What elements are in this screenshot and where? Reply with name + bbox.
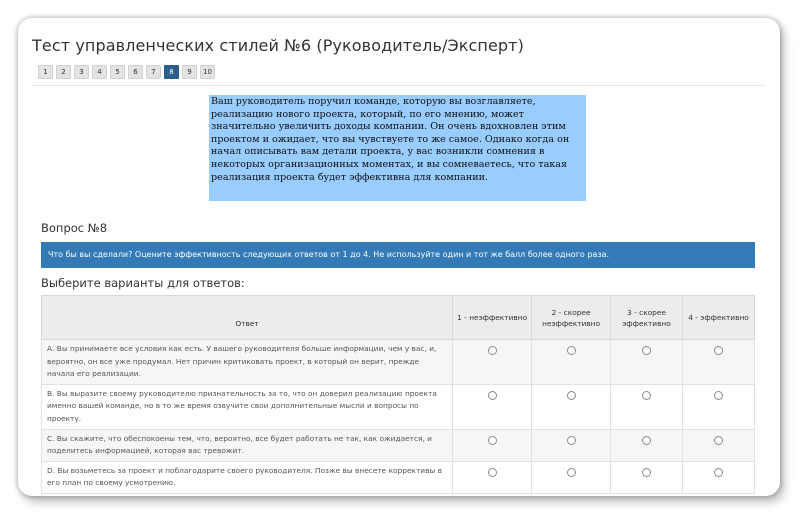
column-header-answer: Ответ bbox=[42, 296, 453, 340]
radio-c-1[interactable] bbox=[488, 436, 497, 445]
radio-c-3[interactable] bbox=[642, 436, 651, 445]
column-header-1: 1 - неэффективно bbox=[453, 296, 532, 340]
page-button-8-active[interactable]: 8 bbox=[164, 65, 179, 79]
page-button-5[interactable]: 5 bbox=[110, 65, 125, 79]
page-button-3[interactable]: 3 bbox=[74, 65, 89, 79]
page-button-2[interactable]: 2 bbox=[56, 65, 71, 79]
radio-a-1[interactable] bbox=[488, 346, 497, 355]
answers-table bbox=[41, 295, 755, 494]
table-header-row bbox=[42, 296, 755, 340]
radio-d-2[interactable] bbox=[567, 468, 576, 477]
page-button-4[interactable]: 4 bbox=[92, 65, 107, 79]
radio-d-1[interactable] bbox=[488, 468, 497, 477]
column-header-2: 2 - скорее неэффективно bbox=[532, 296, 611, 340]
radio-c-2[interactable] bbox=[567, 436, 576, 445]
page-title: Тест управленческих стилей №6 (Руководитель/Эксперт) bbox=[32, 36, 524, 55]
radio-b-4[interactable] bbox=[714, 391, 723, 400]
table-row bbox=[42, 429, 755, 461]
column-header-4: 4 - эффективно bbox=[683, 296, 755, 340]
radio-b-3[interactable] bbox=[642, 391, 651, 400]
radio-a-3[interactable] bbox=[642, 346, 651, 355]
table-row bbox=[42, 384, 755, 429]
page-button-1[interactable]: 1 bbox=[38, 65, 53, 79]
radio-b-1[interactable] bbox=[488, 391, 497, 400]
radio-d-4[interactable] bbox=[714, 468, 723, 477]
table-row bbox=[42, 340, 755, 385]
radio-a-4[interactable] bbox=[714, 346, 723, 355]
answer-text-d: D. Вы возьметесь за проект и поблагодарите своего руководителя. Позже вы внесете коррективы в его план по своему усмотрению. bbox=[42, 461, 453, 493]
page-button-10[interactable]: 10 bbox=[200, 65, 215, 79]
page-button-7[interactable]: 7 bbox=[146, 65, 161, 79]
radio-d-3[interactable] bbox=[642, 468, 651, 477]
answer-text-c: С. Вы скажите, что обеспокоены тем, что, вероятно, все будет работать не так, как ожидается, и поделитесь информацией, которая вас тревожит. bbox=[42, 429, 453, 461]
answer-text-a: А. Вы принимаете все условия как есть. У вашего руководителя больше информации, чем у вас, и, вероятно, он все уже продумал. Нет причин критиковать проект, в который он верит, прежде начала его реализации. bbox=[42, 340, 453, 385]
radio-b-2[interactable] bbox=[567, 391, 576, 400]
question-pagination bbox=[38, 65, 215, 79]
radio-a-2[interactable] bbox=[567, 346, 576, 355]
test-card bbox=[18, 18, 780, 496]
question-prompt: Что бы вы сделали? Оцените эффективность следующих ответов от 1 до 4. Не используйте один и тот же балл более одного раза. bbox=[41, 242, 755, 268]
page-button-9[interactable]: 9 bbox=[182, 65, 197, 79]
header-divider bbox=[32, 85, 766, 86]
question-number: Вопрос №8 bbox=[41, 221, 108, 235]
radio-c-4[interactable] bbox=[714, 436, 723, 445]
column-header-3: 3 - скорее эффективно bbox=[611, 296, 683, 340]
scenario-text: Ваш руководитель поручил команде, которую вы возглавляете, реализацию нового проекта, который, по его мнению, может значительно увеличить доходы компании. Он очень вдохновлен этим проектом и ожидает, что вы чувствуете то же самое. Однако когда он начал описывать вам детали проекта, у вас возникли сомнения в некоторых организационных моментах, и вы сомневаетесь, что такая реализация проекта будет эффективна для компании. bbox=[209, 95, 586, 201]
choose-label: Выберите варианты для ответов: bbox=[41, 276, 245, 290]
answer-text-b: В. Вы выразите своему руководителю признательность за то, что он доверил реализацию проекта именно вашей команде, но в то же время озвучите свои дополнительные мысли и вопросы по проекту. bbox=[42, 384, 453, 429]
table-row bbox=[42, 461, 755, 493]
page-button-6[interactable]: 6 bbox=[128, 65, 143, 79]
